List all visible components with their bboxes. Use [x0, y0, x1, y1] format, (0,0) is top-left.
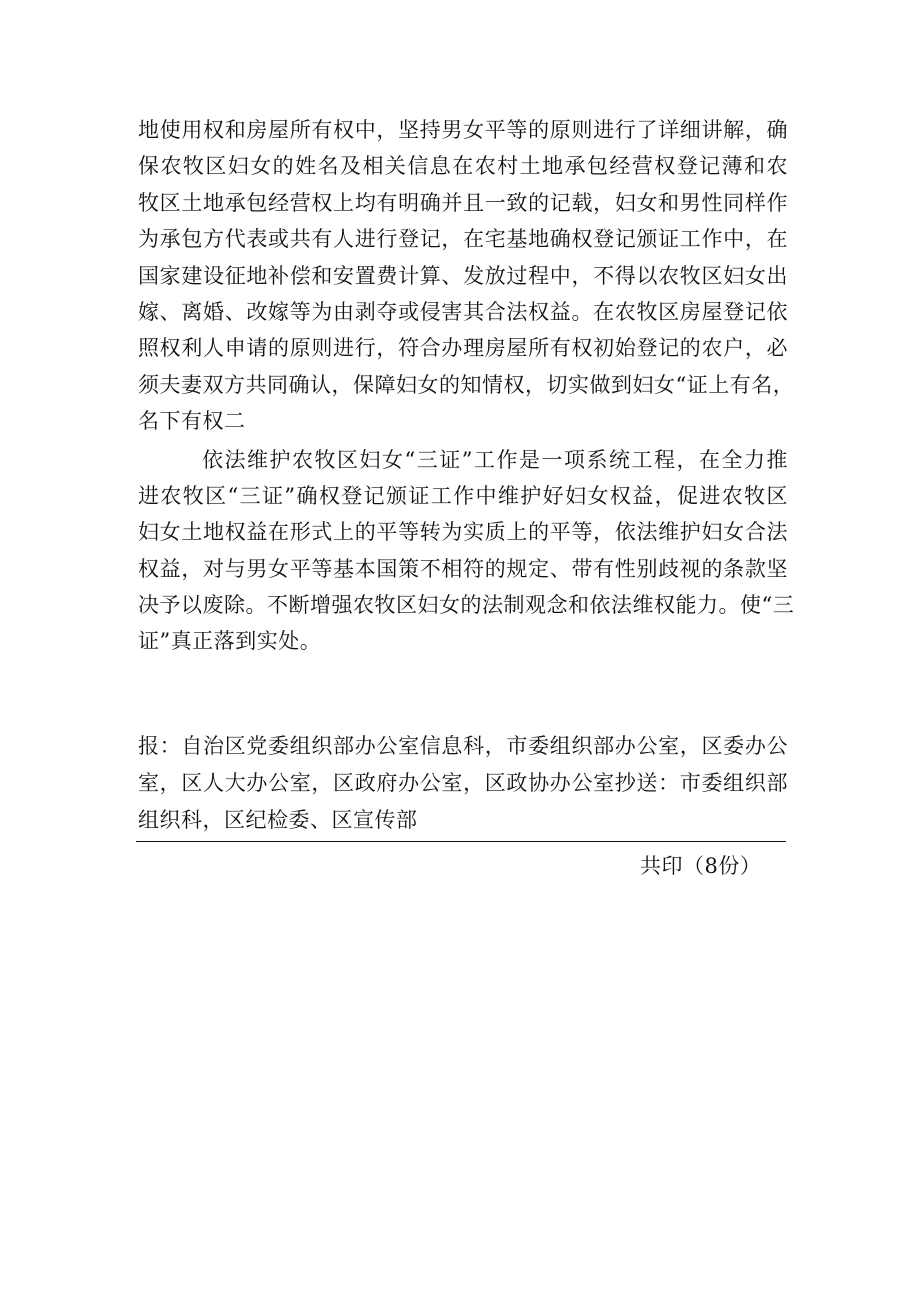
paragraph-line: 决予以废除。不断增强农牧区妇女的法制观念和依法维权能力。使“三 — [138, 593, 795, 618]
distribution-list — [138, 728, 788, 839]
paragraph-line: 权益，对与男女平等基本国策不相符的规定、带有性别歧视的条款坚 — [138, 556, 788, 581]
distribution-line: 室，区人大办公室，区政府办公室，区政协办公室抄送：市委组织部 — [138, 771, 788, 795]
paragraph-line: 须夫妻双方共同确认，保障妇女的知情权，切实做到妇女“证上有名， — [138, 372, 795, 397]
paragraph-line: 照权利人申请的原则进行，符合办理房屋所有权初始登记的农户，必 — [138, 336, 788, 361]
paragraph-line: 国家建设征地补偿和安置费计算、发放过程中，不得以农牧区妇女出 — [138, 263, 788, 288]
paragraph-line: 地使用权和房屋所有权中，坚持男女平等的原则进行了详细讲解，确 — [138, 118, 788, 142]
paragraph-line: 为承包方代表或共有人进行登记，在宅基地确权登记颁证工作中，在 — [138, 227, 788, 252]
paragraph-line: 保农牧区妇女的姓名及相关信息在农村土地承包经营权登记薄和农 — [138, 154, 788, 179]
paragraph-line: 嫁、离婚、改嫁等为由剥夺或侵害其合法权益。在农牧区房屋登记依 — [138, 299, 788, 324]
document-body — [138, 112, 795, 660]
paragraph-line: 进农牧区“三证”确权登记颁证工作中维护好妇女权益，促进农牧区 — [138, 483, 788, 508]
paragraph-land-rights — [138, 112, 795, 440]
paragraph-line: 名下有权二 — [138, 409, 246, 434]
footer-divider — [136, 841, 786, 842]
distribution-line: 报：自治区党委组织部办公室信息科，市委组织部办公室，区委办公 — [138, 734, 788, 758]
paragraph-line: 牧区土地承包经营权上均有明确并且一致的记载，妇女和男性同样作 — [138, 190, 788, 215]
copies-count: 共印（8份） — [640, 854, 762, 878]
paragraph-line: 妇女土地权益在形式上的平等转为实质上的平等，依法维护妇女合法 — [138, 520, 788, 545]
paragraph-line: 依法维护农牧区妇女“三证”工作是一项系统工程，在全力推 — [202, 447, 788, 472]
paragraph-three-certificates — [138, 442, 795, 660]
distribution-line: 组织科，区纪检委、区宣传部 — [138, 808, 418, 832]
paragraph-line: 证”真正落到实处。 — [138, 629, 322, 654]
